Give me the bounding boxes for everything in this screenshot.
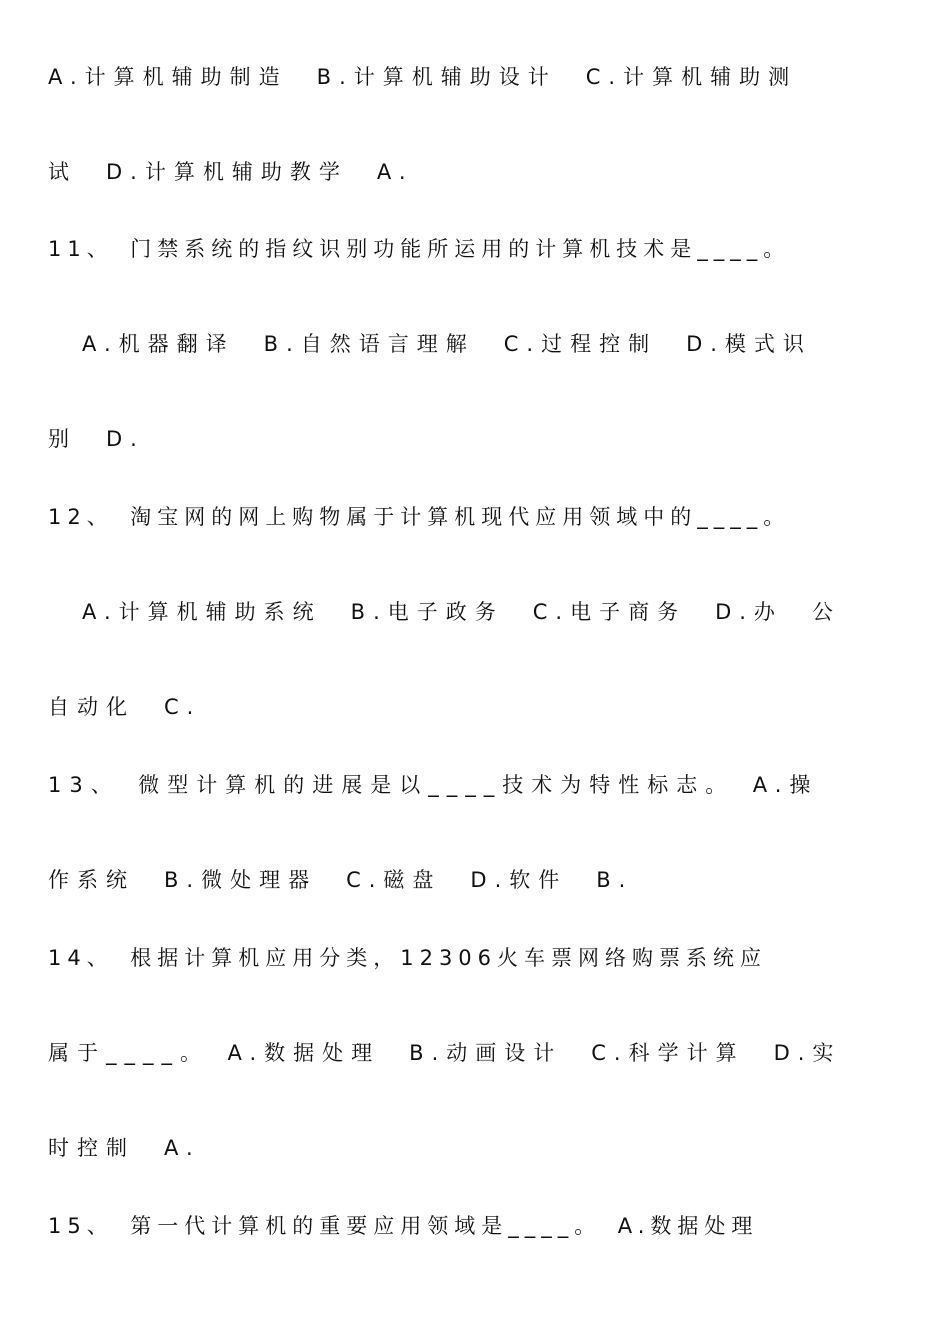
question-14: 14、 根据计算机应用分类，12306火车票网络购票系统应 [48,946,768,970]
text-line-options-q14-cont: 时控制 A. [48,1136,201,1160]
question-15: 15、 第一代计算机的重要应用领域是____。 A.数据处理 [48,1214,759,1238]
text-line-options-q12: A.计算机辅助系统 B.电子政务 C.电子商务 D.办 公 [82,600,841,624]
text-line-options-q14: 属于____。 A.数据处理 B.动画设计 C.科学计算 D.实 [48,1041,842,1065]
text-line-options-q10: A.计算机辅助制造 B.计算机辅助设计 C.计算机辅助测 [48,65,798,89]
text-line-options-q13-cont: 作系统 B.微处理器 C.磁盘 D.软件 B. [48,868,634,892]
question-12: 12、 淘宝网的网上购物属于计算机现代应用领域中的____。 [48,505,791,529]
text-line-options-q11-cont: 别 D. [48,427,145,451]
question-13: 13、 微型计算机的进展是以____技术为特性标志。 A.操 [48,773,819,797]
question-11: 11、 门禁系统的指纹识别功能所运用的计算机技术是____。 [48,237,791,261]
text-line-options-q10-cont: 试 D.计算机辅助教学 A. [48,160,414,184]
text-line-options-q11: A.机器翻译 B.自然语言理解 C.过程控制 D.模式识 [82,332,812,356]
text-line-options-q12-cont: 自动化 C. [48,695,202,719]
